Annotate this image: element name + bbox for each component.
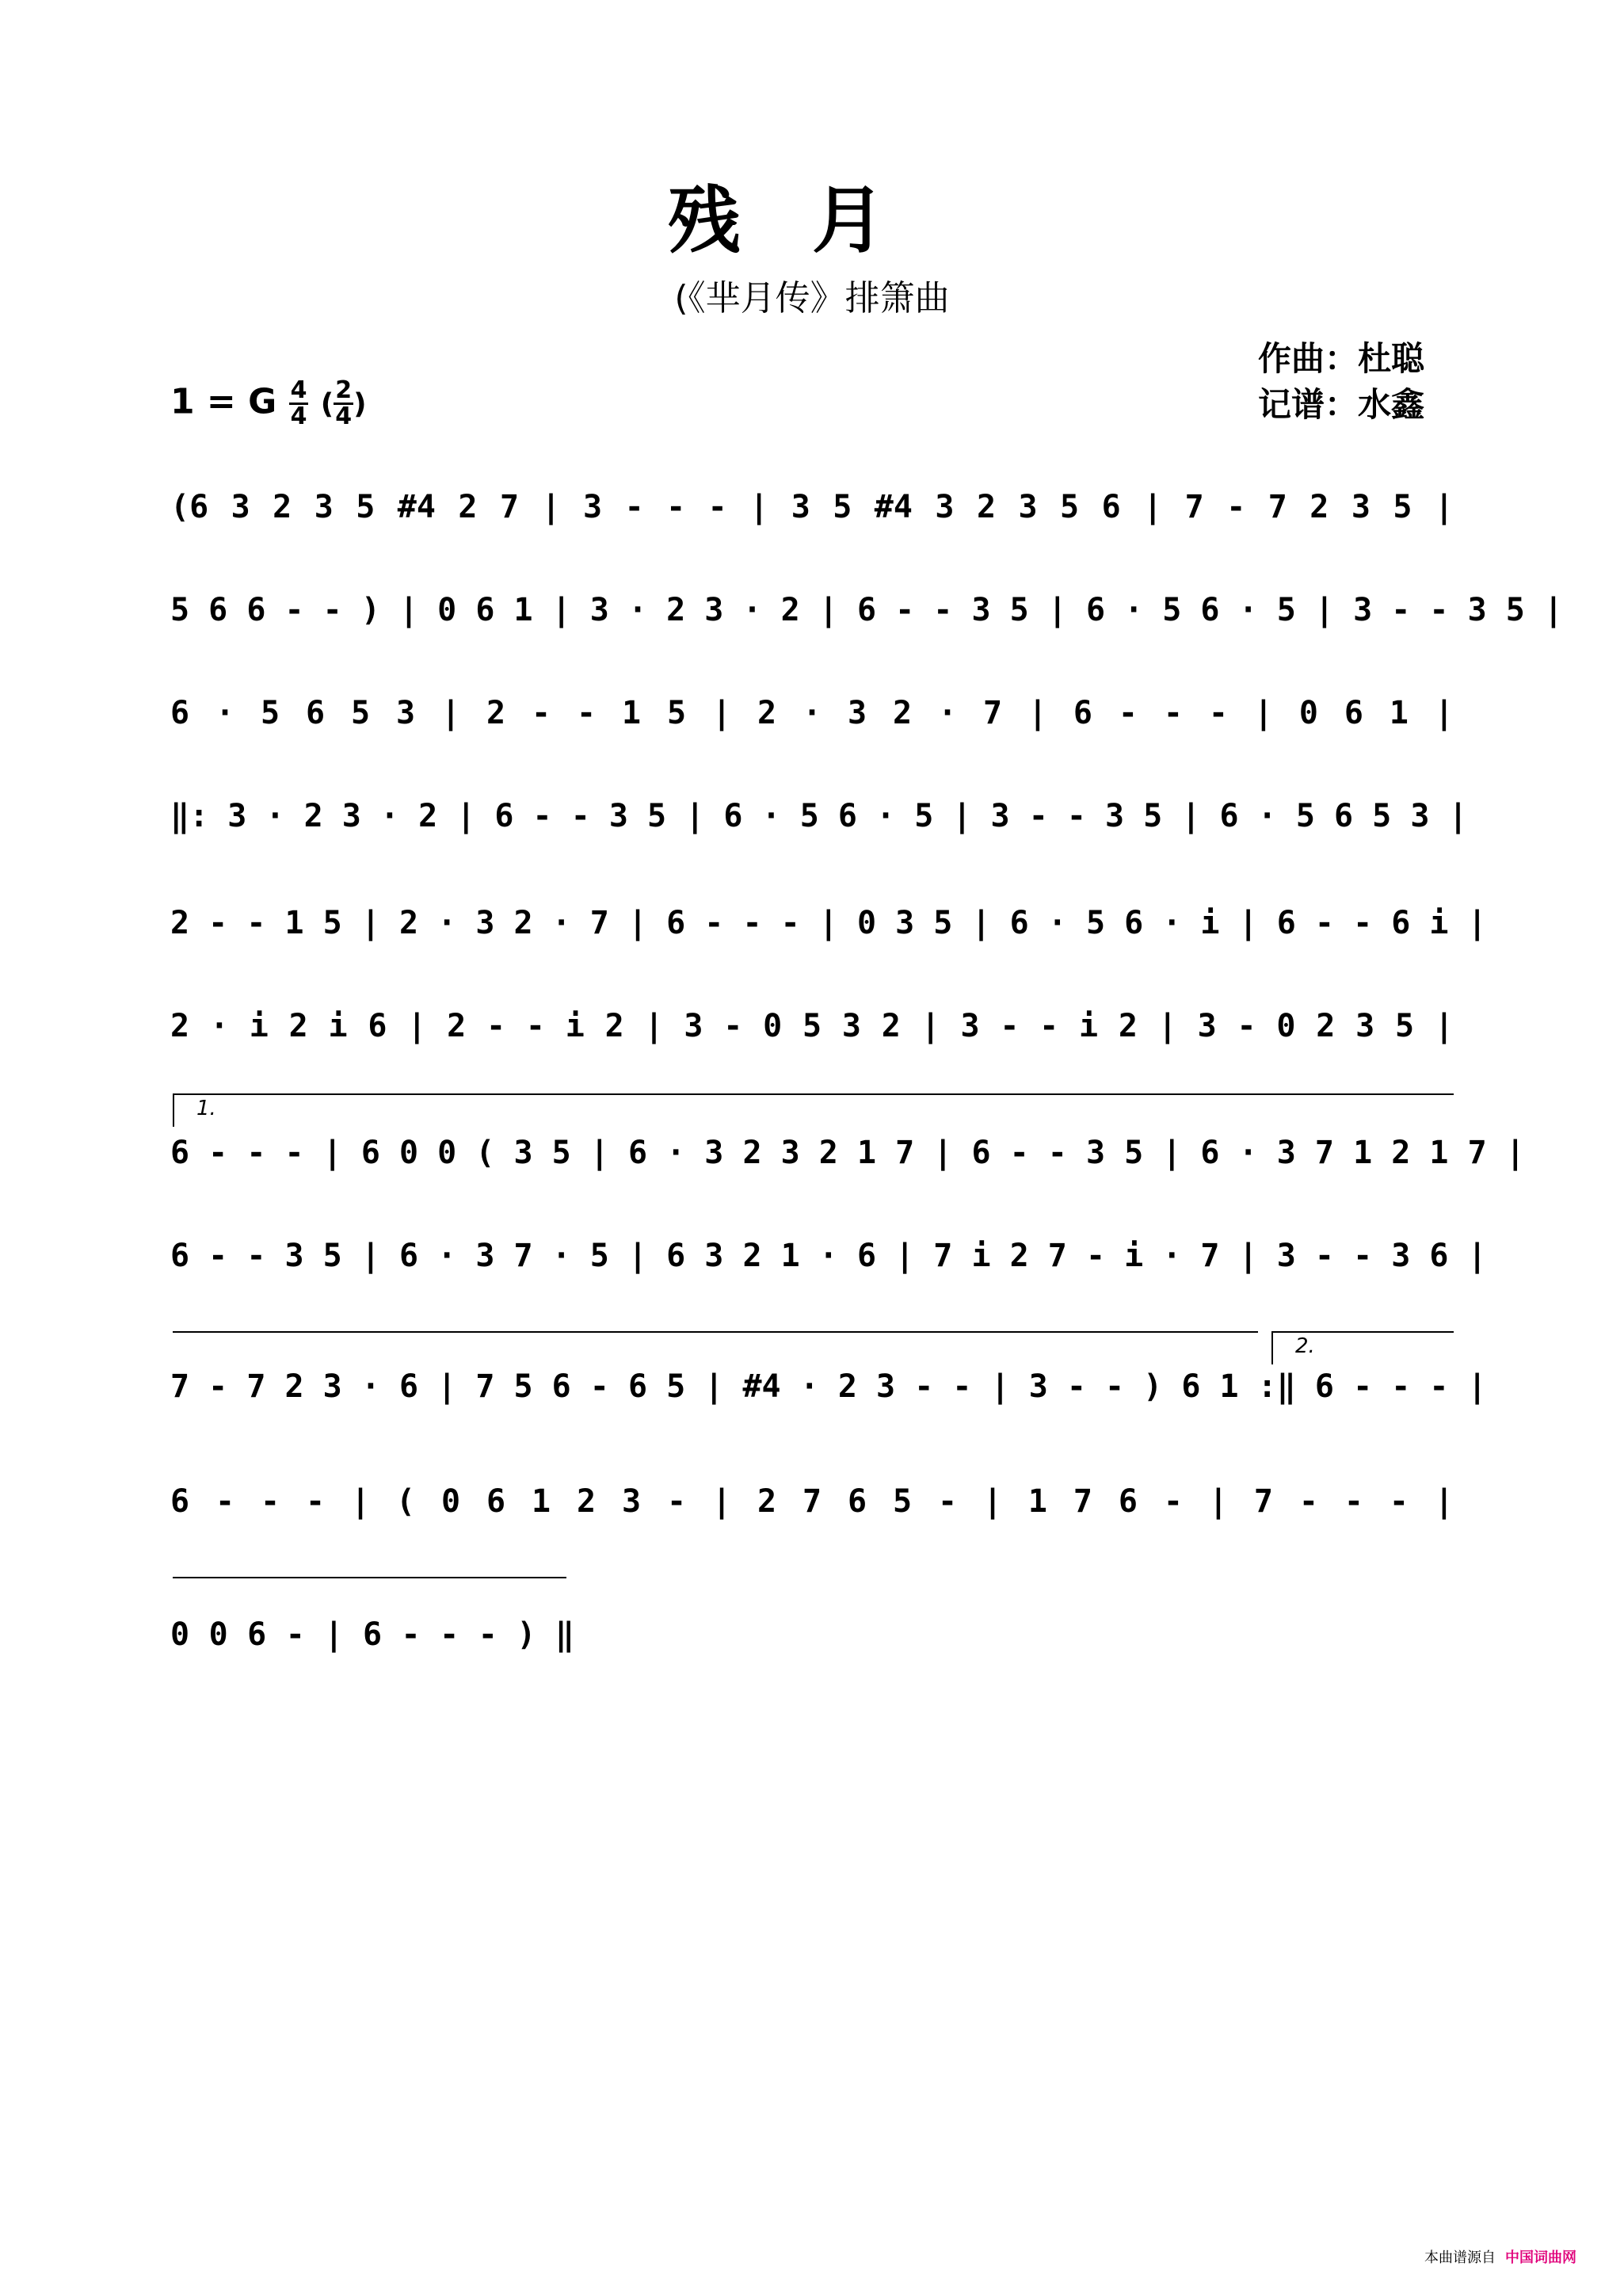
footer <box>1424 2246 1576 2267</box>
volta-first-ending: 1. <box>173 1093 1454 1127</box>
left-margin-watermark <box>0 0 16 2282</box>
score-line: 5 6 6 - - ) | 0 6 1 | 3 · 2 3 · 2 | 6 - - 3 5 | 6 · 5 6 · 5 | 3 - - 3 5 | <box>170 592 1563 628</box>
composer-credit: 作曲：杜聪 <box>1258 339 1425 378</box>
score-line: ‖: 3 · 2 3 · 2 | 6 - - 3 5 | 6 · 5 6 · 5 | 3 - - 3 5 | 6 · 5 6 5 3 | <box>170 798 1468 834</box>
score-line: 2 - - 1 5 | 2 · 3 2 · 7 | 6 - - - | 0 3 5 | 6 · 5 6 · i | 6 - - 6 i | <box>170 905 1487 941</box>
score-line: 6 - - - | ( 0 6 1 2 3 - | 2 7 6 5 - | 1 7 6 - | 7 - - - | <box>170 1483 1454 1520</box>
volta-first-ending-continued <box>173 1331 1258 1333</box>
transcriber-credit: 记谱：水鑫 <box>1258 385 1425 424</box>
key-label: 1 = G <box>170 381 277 422</box>
time-signature-alt: $\frac{2}{4}$ <box>335 376 353 430</box>
subtitle: (《芈月传》排箫曲 <box>674 278 950 319</box>
time-signature-main: $\frac{4}{4}$ <box>290 376 307 430</box>
score-line: (6 3 2 3 5 #4 2 7 | 3 - - - | 3 5 #4 3 2 3 5 6 | 7 - 7 2 3 5 | <box>170 489 1454 525</box>
volta-second-ending: 2. <box>1271 1331 1454 1364</box>
key-signature: 1 = G $\frac{4}{4}$ ( $\frac{2}{4}$ ) <box>170 376 367 430</box>
score-line: 6 - - 3 5 | 6 · 3 7 · 5 | 6 3 2 1 · 6 | 7 i 2 7 - i · 7 | 3 - - 3 6 | <box>170 1238 1487 1274</box>
page-title: 残月 <box>667 178 956 263</box>
score-line: 7 - 7 2 3 · 6 | 7 5 6 - 6 5 | #4 · 2 3 - - | 3 - - ) 6 1 :‖ 6 - - - | <box>170 1368 1487 1405</box>
score-line: 6 - - - | 6 0 0 ( 3 5 | 6 · 3 2 3 2 1 7 | 6 - - 3 5 | 6 · 3 7 1 2 1 7 | <box>170 1135 1525 1171</box>
score-line: 0 0 6 - | 6 - - - ) ‖ <box>170 1616 574 1653</box>
footer-source: 本曲谱源自 <box>1424 2250 1496 2266</box>
footer-site: 中国词曲网 <box>1505 2250 1576 2266</box>
score-line: 2 · i 2 i 6 | 2 - - i 2 | 3 - 0 5 3 2 | 3 - - i 2 | 3 - 0 2 3 5 | <box>170 1008 1454 1044</box>
volta-second-ending-continued <box>173 1577 566 1578</box>
score-line: 6 · 5 6 5 3 | 2 - - 1 5 | 2 · 3 2 · 7 | 6 - - - | 0 6 1 | <box>170 695 1454 731</box>
right-margin-watermark <box>1608 0 1624 2282</box>
